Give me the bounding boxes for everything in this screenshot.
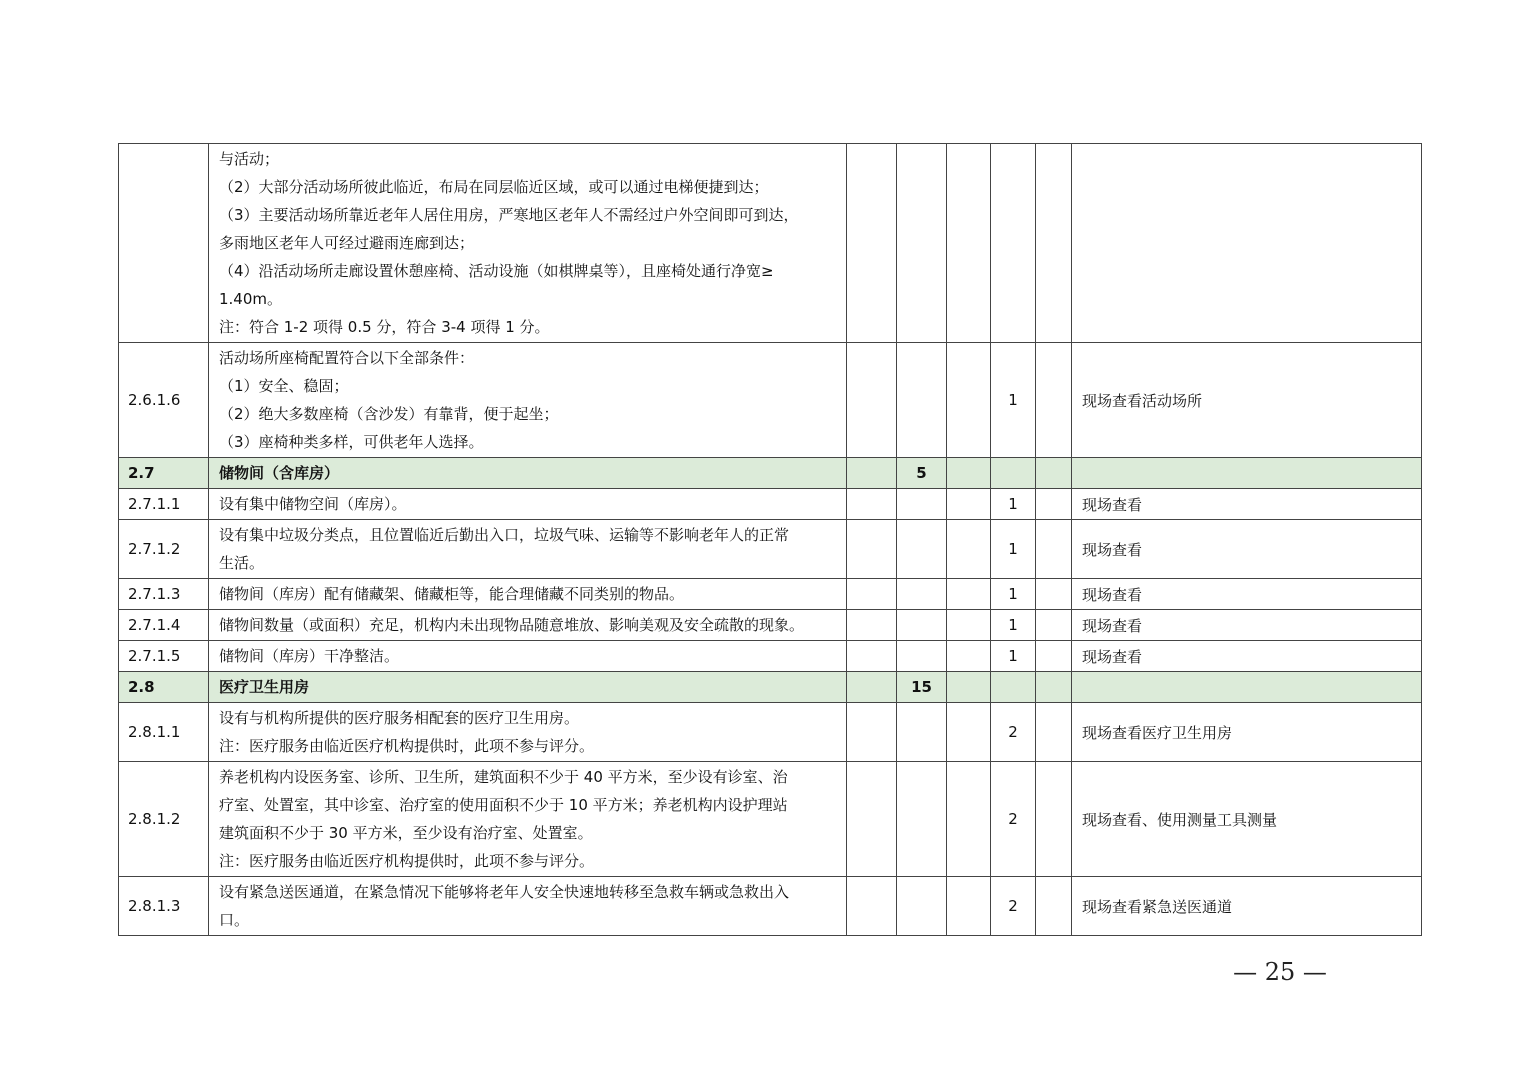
content-line: 多雨地区老年人可经过避雨连廊到达； bbox=[219, 234, 475, 252]
blank-cell bbox=[1036, 520, 1072, 579]
item-score-cell bbox=[991, 458, 1036, 489]
blank-cell bbox=[1036, 489, 1072, 520]
item-code-cell bbox=[119, 144, 209, 343]
table-row bbox=[119, 610, 1422, 641]
blank-cell bbox=[1036, 579, 1072, 610]
blank-cell bbox=[847, 641, 897, 672]
item-score-cell: 1 bbox=[991, 610, 1036, 641]
total-score-cell bbox=[897, 579, 947, 610]
evaluation-method-cell: 现场查看 bbox=[1072, 489, 1422, 520]
total-score-cell: 5 bbox=[897, 458, 947, 489]
content-line: 活动场所座椅配置符合以下全部条件： bbox=[219, 349, 475, 367]
blank-cell bbox=[1036, 762, 1072, 877]
content-line: 与活动； bbox=[219, 150, 280, 168]
blank-cell bbox=[947, 458, 991, 489]
blank-cell bbox=[1036, 610, 1072, 641]
blank-cell bbox=[847, 520, 897, 579]
blank-cell bbox=[1036, 877, 1072, 936]
content-line: 储物间（含库房） bbox=[219, 464, 340, 482]
blank-cell bbox=[947, 762, 991, 877]
item-score-cell: 1 bbox=[991, 489, 1036, 520]
evaluation-method-cell: 现场查看紧急送医通道 bbox=[1072, 877, 1422, 936]
content-line: 设有集中储物空间（库房）。 bbox=[219, 495, 407, 513]
total-score-cell bbox=[897, 144, 947, 343]
blank-cell bbox=[1036, 641, 1072, 672]
blank-cell bbox=[1036, 458, 1072, 489]
total-score-cell bbox=[897, 641, 947, 672]
item-score-cell: 1 bbox=[991, 579, 1036, 610]
content-line: 注：符合 1-2 项得 0.5 分，符合 3-4 项得 1 分。 bbox=[219, 318, 550, 336]
content-line: （3）座椅种类多样，可供老年人选择。 bbox=[219, 433, 484, 451]
total-score-cell bbox=[897, 520, 947, 579]
blank-cell bbox=[1036, 672, 1072, 703]
blank-cell bbox=[847, 458, 897, 489]
evaluation-method-cell: 现场查看 bbox=[1072, 641, 1422, 672]
item-code-cell: 2.7.1.4 bbox=[119, 610, 209, 641]
content-line: （4）沿活动场所走廊设置休憩座椅、活动设施（如棋牌桌等），且座椅处通行净宽≥ bbox=[219, 262, 774, 280]
evaluation-method-cell bbox=[1072, 672, 1422, 703]
blank-cell bbox=[1036, 144, 1072, 343]
content-line: 储物间数量（或面积）充足，机构内未出现物品随意堆放、影响美观及安全疏散的现象。 bbox=[219, 616, 805, 634]
item-content-cell bbox=[209, 877, 847, 936]
blank-cell bbox=[847, 672, 897, 703]
blank-cell bbox=[947, 144, 991, 343]
item-content-cell bbox=[209, 458, 847, 489]
content-line: 医疗卫生用房 bbox=[219, 678, 310, 696]
evaluation-method-cell: 现场查看 bbox=[1072, 579, 1422, 610]
content-line: 注：医疗服务由临近医疗机构提供时，此项不参与评分。 bbox=[219, 737, 595, 755]
total-score-cell bbox=[897, 762, 947, 877]
blank-cell bbox=[847, 489, 897, 520]
item-score-cell: 2 bbox=[991, 762, 1036, 877]
content-line: 储物间（库房）干净整洁。 bbox=[219, 647, 400, 665]
item-code-cell: 2.8.1.3 bbox=[119, 877, 209, 936]
item-content-cell bbox=[209, 579, 847, 610]
item-score-cell: 2 bbox=[991, 877, 1036, 936]
table-row bbox=[119, 520, 1422, 579]
item-content-cell bbox=[209, 489, 847, 520]
blank-cell bbox=[847, 877, 897, 936]
total-score-cell bbox=[897, 343, 947, 458]
blank-cell bbox=[847, 703, 897, 762]
item-score-cell: 1 bbox=[991, 520, 1036, 579]
blank-cell bbox=[947, 703, 991, 762]
item-content-cell bbox=[209, 343, 847, 458]
content-line: 储物间（库房）配有储藏架、储藏柜等，能合理储藏不同类别的物品。 bbox=[219, 585, 685, 603]
content-line: 建筑面积不少于 30 平方米，至少设有治疗室、处置室。 bbox=[219, 824, 593, 842]
evaluation-method-cell: 现场查看医疗卫生用房 bbox=[1072, 703, 1422, 762]
evaluation-table bbox=[118, 143, 1422, 936]
evaluation-method-cell bbox=[1072, 144, 1422, 343]
evaluation-method-cell: 现场查看、使用测量工具测量 bbox=[1072, 762, 1422, 877]
evaluation-method-cell: 现场查看 bbox=[1072, 520, 1422, 579]
table-body bbox=[119, 144, 1422, 936]
item-code-cell: 2.8.1.1 bbox=[119, 703, 209, 762]
item-score-cell bbox=[991, 144, 1036, 343]
item-code-cell: 2.7 bbox=[119, 458, 209, 489]
total-score-cell bbox=[897, 703, 947, 762]
blank-cell bbox=[947, 579, 991, 610]
item-code-cell: 2.7.1.5 bbox=[119, 641, 209, 672]
table-row bbox=[119, 877, 1422, 936]
item-score-cell bbox=[991, 672, 1036, 703]
item-content-cell bbox=[209, 144, 847, 343]
content-line: （2）大部分活动场所彼此临近，布局在同层临近区域，或可以通过电梯便捷到达； bbox=[219, 178, 769, 196]
blank-cell bbox=[1036, 703, 1072, 762]
content-line: （3）主要活动场所靠近老年人居住用房，严寒地区老年人不需经过户外空间即可到达， bbox=[219, 206, 799, 224]
total-score-cell bbox=[897, 877, 947, 936]
item-content-cell bbox=[209, 610, 847, 641]
content-line: 1.40m。 bbox=[219, 290, 283, 308]
content-line: （2）绝大多数座椅（含沙发）有靠背，便于起坐； bbox=[219, 405, 559, 423]
table-row bbox=[119, 343, 1422, 458]
evaluation-method-cell: 现场查看活动场所 bbox=[1072, 343, 1422, 458]
page-number: — 25 — bbox=[1233, 958, 1327, 986]
item-content-cell bbox=[209, 672, 847, 703]
item-score-cell: 1 bbox=[991, 641, 1036, 672]
item-code-cell: 2.7.1.1 bbox=[119, 489, 209, 520]
blank-cell bbox=[947, 520, 991, 579]
item-content-cell bbox=[209, 641, 847, 672]
item-code-cell: 2.8 bbox=[119, 672, 209, 703]
blank-cell bbox=[847, 579, 897, 610]
section-row bbox=[119, 458, 1422, 489]
evaluation-method-cell bbox=[1072, 458, 1422, 489]
item-code-cell: 2.7.1.3 bbox=[119, 579, 209, 610]
blank-cell bbox=[947, 641, 991, 672]
total-score-cell bbox=[897, 489, 947, 520]
blank-cell bbox=[847, 610, 897, 641]
blank-cell bbox=[947, 343, 991, 458]
item-code-cell: 2.6.1.6 bbox=[119, 343, 209, 458]
blank-cell bbox=[847, 343, 897, 458]
total-score-cell bbox=[897, 610, 947, 641]
item-code-cell: 2.8.1.2 bbox=[119, 762, 209, 877]
item-content-cell bbox=[209, 520, 847, 579]
content-line: 生活。 bbox=[219, 554, 265, 572]
blank-cell bbox=[947, 610, 991, 641]
content-line: 设有紧急送医通道，在紧急情况下能够将老年人安全快速地转移至急救车辆或急救出入 bbox=[219, 883, 790, 901]
table-row bbox=[119, 144, 1422, 343]
item-code-cell: 2.7.1.2 bbox=[119, 520, 209, 579]
blank-cell bbox=[947, 672, 991, 703]
content-line: 注：医疗服务由临近医疗机构提供时，此项不参与评分。 bbox=[219, 852, 595, 870]
table-row bbox=[119, 762, 1422, 877]
table-row bbox=[119, 703, 1422, 762]
content-line: 养老机构内设医务室、诊所、卫生所，建筑面积不少于 40 平方米，至少设有诊室、治 bbox=[219, 768, 788, 786]
content-line: 设有与机构所提供的医疗服务相配套的医疗卫生用房。 bbox=[219, 709, 580, 727]
blank-cell bbox=[947, 877, 991, 936]
section-row bbox=[119, 672, 1422, 703]
blank-cell bbox=[847, 762, 897, 877]
blank-cell bbox=[847, 144, 897, 343]
total-score-cell: 15 bbox=[897, 672, 947, 703]
item-content-cell bbox=[209, 762, 847, 877]
item-content-cell bbox=[209, 703, 847, 762]
blank-cell bbox=[1036, 343, 1072, 458]
table-row bbox=[119, 641, 1422, 672]
content-line: （1）安全、稳固； bbox=[219, 377, 349, 395]
evaluation-method-cell: 现场查看 bbox=[1072, 610, 1422, 641]
table-row bbox=[119, 579, 1422, 610]
item-score-cell: 1 bbox=[991, 343, 1036, 458]
blank-cell bbox=[947, 489, 991, 520]
table-row bbox=[119, 489, 1422, 520]
item-score-cell: 2 bbox=[991, 703, 1036, 762]
content-line: 疗室、处置室，其中诊室、治疗室的使用面积不少于 10 平方米；养老机构内设护理站 bbox=[219, 796, 788, 814]
content-line: 设有集中垃圾分类点，且位置临近后勤出入口，垃圾气味、运输等不影响老年人的正常 bbox=[219, 526, 790, 544]
content-line: 口。 bbox=[219, 911, 250, 929]
